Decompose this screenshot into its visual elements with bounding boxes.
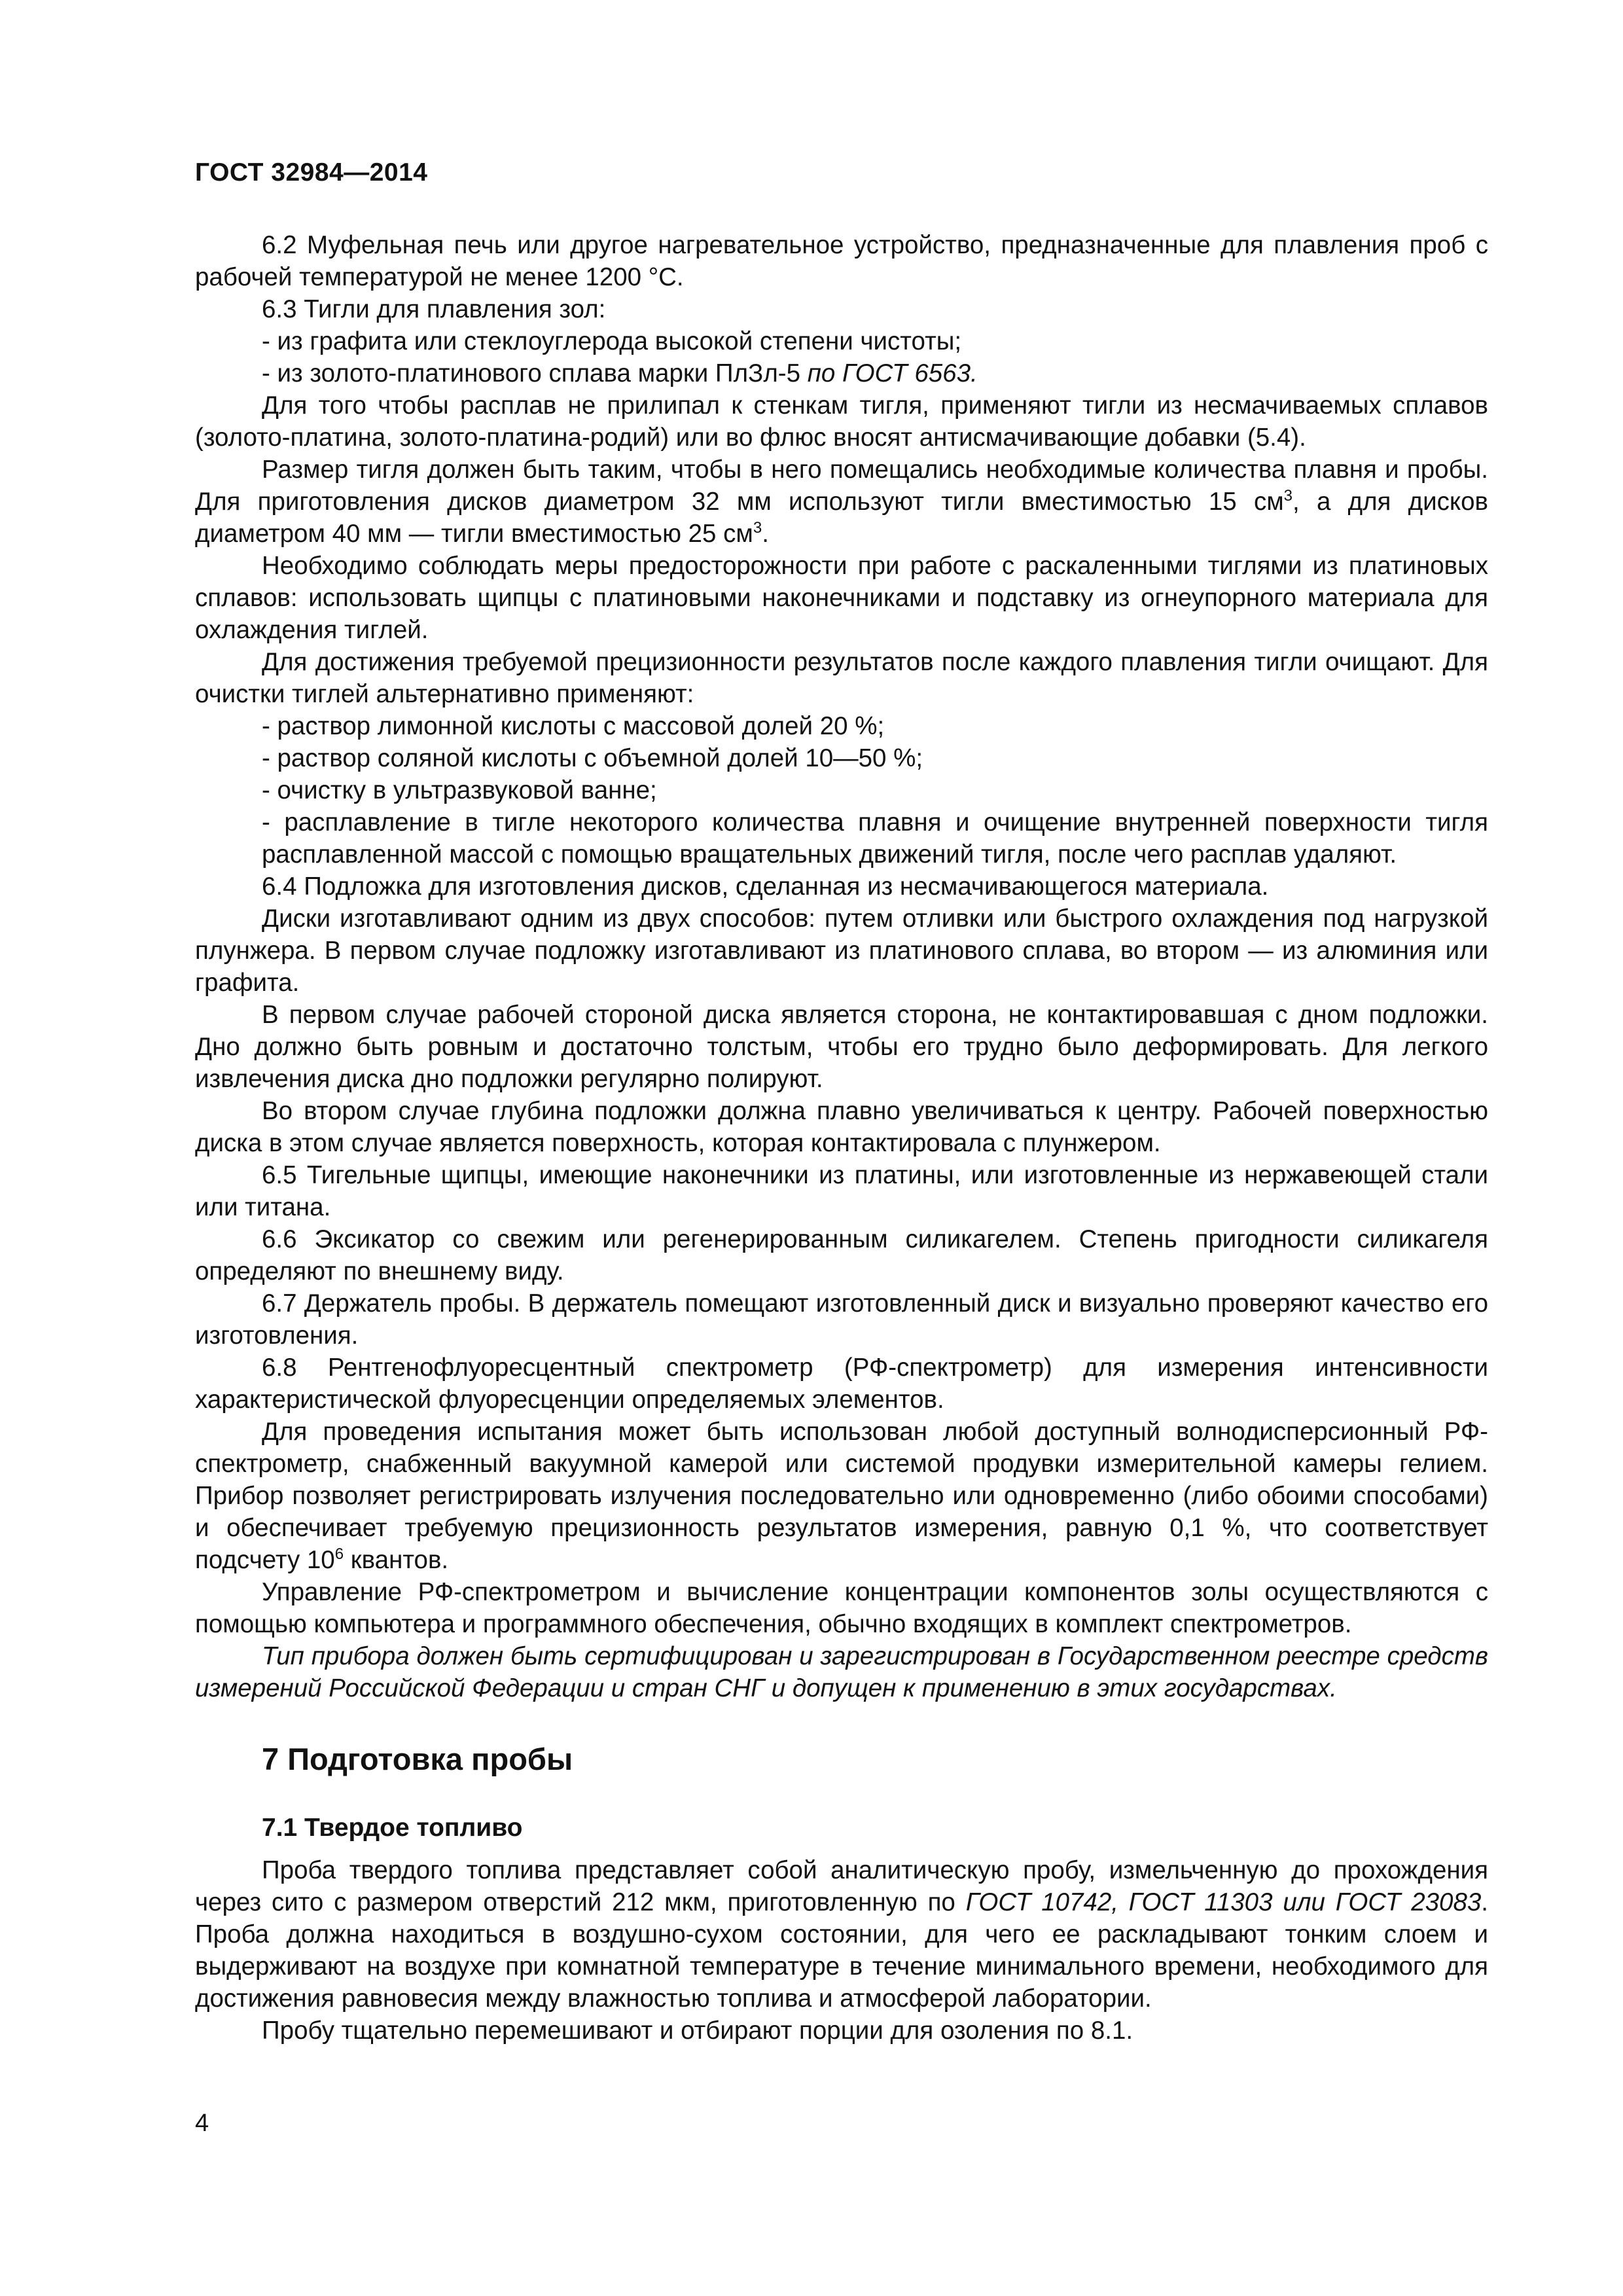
paragraph-6-7: 6.7 Держатель пробы. В держатель помещают изготовленный диск и визуально проверяют качество его изготовления. bbox=[195, 1289, 1488, 1350]
paragraph-6-5: 6.5 Тигельные щипцы, имеющие наконечники из платины, или изготовленные из нержавеющей стали или титана. bbox=[195, 1161, 1488, 1221]
paragraph-6-6: 6.6 Эксикатор со свежим или регенерированным силикагелем. Степень пригодности силикагеля определяют по внешнему виду. bbox=[195, 1225, 1488, 1285]
paragraph-safety-caution: Необходимо соблюдать меры предосторожности при работе с раскаленными тиглями из платиновых сплавов: использовать щипцы с платиновыми наконечниками и подставку из огнеупорного материала для охлаждения тиглей. bbox=[195, 552, 1488, 644]
list-item-text: - из золото-платинового сплава марки ПлЗл-5 bbox=[262, 359, 808, 387]
list-item-graphite-crucible: - из графита или стеклоуглерода высокой степени чистоты; bbox=[262, 327, 962, 355]
paragraph-control: Управление РФ-спектрометром и вычисление концентрации компонентов золы осуществляются с помощью компьютера и программного обеспечения, обычно входящих в комплект спектрометров. bbox=[195, 1578, 1488, 1638]
paragraph-text: . bbox=[762, 520, 769, 548]
superscript: 3 bbox=[1283, 487, 1293, 505]
paragraph-text: Размер тигля должен быть таким, чтобы в него помещались необходимые количества плавня и пробы. Для приготовления дисков диаметром 32 мм используют тигли вместимостью 15 см bbox=[195, 456, 1488, 516]
paragraph-6-3: 6.3 Тигли для плавления зол: bbox=[262, 295, 606, 323]
paragraph-text: . Проба должна находиться в воздушно-сухом состоянии, для чего ее раскладывают тонким слоем и выдерживают на воздухе при комнатной температуре в течение минимального времени, необходимого для достижения равновесия между влажностью топлива и атмосферой лаборатории. bbox=[195, 1888, 1488, 2013]
paragraph-text: , а для дисков диаметром 40 мм — тигли вместимостью 25 см bbox=[195, 488, 1488, 548]
standard-references: ГОСТ 10742, ГОСТ 11303 или ГОСТ 23083 bbox=[965, 1888, 1482, 1916]
list-item-citric-acid: - раствор лимонной кислоты с массовой долей 20 %; bbox=[262, 712, 885, 740]
paragraph-6-8: 6.8 Рентгенофлуоресцентный спектрометр (РФ-спектрометр) для измерения интенсивности характеристической флуоресценции определяемых элементов. bbox=[195, 1354, 1488, 1414]
standard-reference: по ГОСТ 6563. bbox=[807, 359, 978, 387]
list-item-ultrasonic-bath: - очистку в ультразвуковой ванне; bbox=[262, 776, 657, 804]
paragraph-solid-fuel bbox=[195, 1854, 1488, 2015]
document-code-header: ГОСТ 32984—2014 bbox=[195, 158, 428, 187]
paragraph-text: Для проведения испытания может быть использован любой доступный волнодисперсионный РФ-спектрометр, снабженный вакуумной камерой или системой продувки измерительной камеры гелием. Прибор позволяет регистрировать излучения последовательно или одновременно (либо обоими способами) и обеспечивает требуемую прецизионность результатов измерения, равную 0,1 %, что соответствует подсчету 10 bbox=[195, 1418, 1488, 1574]
paragraph-crucible-adhesion: Для того чтобы расплав не прилипал к стенкам тигля, применяют тигли из несмачиваемых сплавов (золото-платина, золото-платина-родий) или во флюс вносят антисмачивающие добавки (5.4). bbox=[195, 391, 1488, 452]
paragraph-disc-methods: Диски изготавливают одним из двух способов: путем отливки или быстрого охлаждения под нагрузкой плунжера. В первом случае подложку изготавливают из платинового сплава, во втором — из алюминия или графита. bbox=[195, 905, 1488, 997]
paragraph-crucible-size bbox=[195, 454, 1488, 550]
list-item-gold-platinum-crucible bbox=[195, 357, 1488, 389]
paragraph-text: Проба твердого топлива представляет собой аналитическую пробу, измельченную до прохождения через сито с размером отверстий 212 мкм, приготовленную по bbox=[195, 1856, 1488, 1916]
paragraph-6-4: 6.4 Подложка для изготовления дисков, сделанная из несмачивающегося материала. bbox=[262, 872, 1269, 901]
page-number: 4 bbox=[195, 2109, 209, 2137]
document-body bbox=[195, 229, 1488, 2047]
superscript: 3 bbox=[753, 519, 762, 537]
paragraph-second-case: Во втором случае глубина подложки должна плавно увеличиваться к центру. Рабочей поверхностью диска в этом случае является поверхность, которая контактировала с плунжером. bbox=[195, 1097, 1488, 1157]
paragraph-6-2: 6.2 Муфельная печь или другое нагревательное устройство, предназначенные для плавления проб с рабочей температурой не менее 1200 °С. bbox=[195, 231, 1488, 291]
list-item-melt-cleaning: - расплавление в тигле некоторого количества плавня и очищение внутренней поверхности тигля расплавленной массой с помощью вращательных движений тигля, после чего расплав удаляют. bbox=[262, 808, 1488, 869]
list-item-hydrochloric-acid: - раствор соляной кислоты с объемной долей 10—50 %; bbox=[262, 744, 923, 772]
subsection-7-1-heading: 7.1 Твердое топливо bbox=[262, 1814, 523, 1842]
paragraph-text: квантов. bbox=[344, 1546, 449, 1574]
section-7-heading: 7 Подготовка пробы bbox=[262, 1742, 573, 1776]
paragraph-mixing: Пробу тщательно перемешивают и отбирают порции для озоления по 8.1. bbox=[262, 2017, 1133, 2045]
paragraph-spectrometer bbox=[195, 1416, 1488, 1576]
paragraph-first-case: В первом случае рабочей стороной диска является сторона, не контактировавшая с дном подложки. Дно должно быть ровным и достаточно толстым, чтобы его трудно было деформировать. Для легкого извлечения диска дно подложки регулярно полируют. bbox=[195, 1001, 1488, 1093]
paragraph-crucible-cleaning: Для достижения требуемой прецизионности результатов после каждого плавления тигли очищают. Для очистки тиглей альтернативно применяют: bbox=[195, 648, 1488, 708]
paragraph-certification: Тип прибора должен быть сертифицирован и зарегистрирован в Государственном реестре средств измерений Российской Федерации и стран СНГ и допущен к применению в этих государствах. bbox=[195, 1642, 1488, 1702]
superscript: 6 bbox=[334, 1545, 344, 1563]
